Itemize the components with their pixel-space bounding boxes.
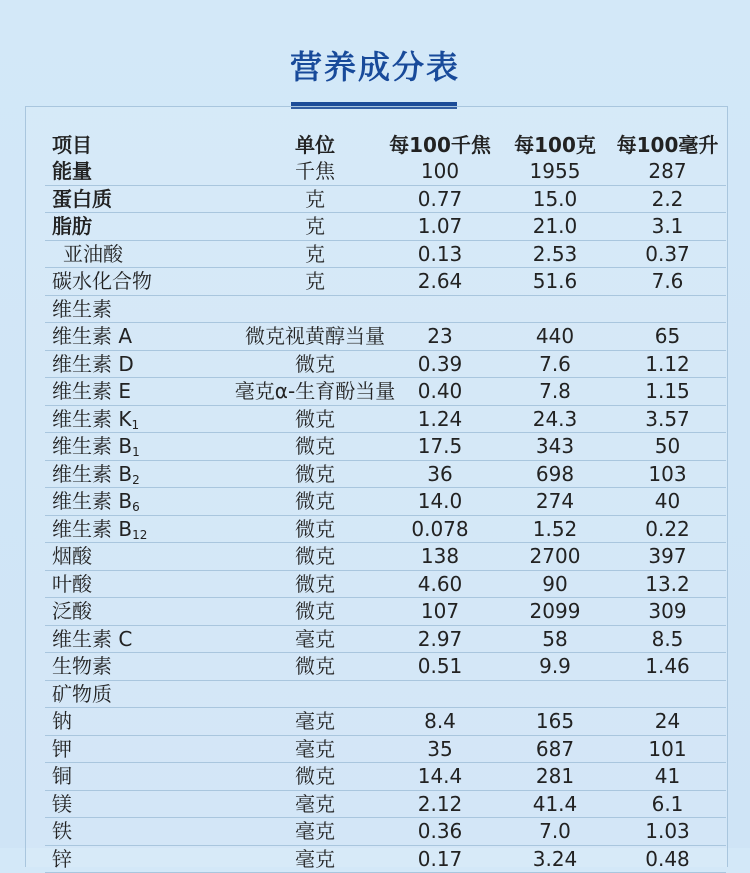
nutrient-name — [52, 736, 72, 762]
table-row — [45, 791, 726, 819]
nutrient-name-text: 锌 — [52, 847, 72, 871]
per-100ml-cell: 40 — [615, 488, 720, 514]
per-100kj-cell: 8.4 — [385, 708, 495, 734]
per-100kj-cell: 2.64 — [385, 268, 495, 294]
table-row — [45, 186, 726, 214]
per-100g-cell: 2099 — [505, 598, 605, 624]
per-100kj-cell: 0.77 — [385, 186, 495, 212]
table-header-row — [45, 130, 726, 158]
nutrient-name-text: 叶酸 — [52, 572, 92, 596]
per-100kj-cell: 36 — [385, 461, 495, 487]
per-100ml-cell: 2.2 — [615, 186, 720, 212]
per-100ml-cell: 41 — [615, 763, 720, 789]
per-100g-cell: 90 — [505, 571, 605, 597]
table-row — [45, 351, 726, 379]
table-row — [45, 763, 726, 791]
unit-cell: 克 — [220, 268, 410, 294]
table-row — [45, 736, 726, 764]
nutrient-name — [52, 323, 132, 349]
unit-cell: 毫克 — [220, 791, 410, 817]
table-row — [45, 681, 726, 709]
per-100kj-cell: 2.97 — [385, 626, 495, 652]
per-100ml-cell: 3.1 — [615, 213, 720, 239]
nutrient-name — [63, 241, 123, 267]
per-100kj-cell: 14.0 — [385, 488, 495, 514]
per-100ml-cell: 0.37 — [615, 241, 720, 267]
nutrient-name-text: 碳水化合物 — [52, 269, 152, 293]
nutrient-subscript: 2 — [132, 473, 140, 487]
unit-cell: 微克 — [220, 543, 410, 569]
nutrient-name-text: 镁 — [52, 792, 72, 816]
per-100kj-cell: 0.17 — [385, 846, 495, 872]
nutrient-name — [52, 708, 72, 734]
nutrient-name-text: 铜 — [52, 764, 72, 788]
table-row — [45, 653, 726, 681]
nutrient-name — [52, 626, 132, 652]
per-100ml-cell: 397 — [615, 543, 720, 569]
nutrient-name-text: 维生素 B — [52, 462, 132, 486]
nutrient-name-text: 维生素 A — [52, 324, 132, 348]
table-row — [45, 323, 726, 351]
nutrient-name-text: 泛酸 — [52, 599, 92, 623]
table-row — [45, 543, 726, 571]
nutrient-name — [52, 598, 92, 624]
nutrient-name-text: 钾 — [52, 737, 72, 761]
per-100ml-cell: 13.2 — [615, 571, 720, 597]
unit-cell: 千焦 — [220, 158, 410, 184]
nutrient-name-text: 维生素 D — [52, 352, 134, 376]
nutrient-name — [52, 268, 152, 294]
per-100g-cell: 2.53 — [505, 241, 605, 267]
per-100ml-cell: 1.03 — [615, 818, 720, 844]
nutrient-name-text: 维生素 E — [52, 379, 131, 403]
per-100kj-cell: 0.51 — [385, 653, 495, 679]
unit-cell: 微克 — [220, 406, 410, 432]
unit-cell: 微克 — [220, 351, 410, 377]
per-100kj-cell: 23 — [385, 323, 495, 349]
unit-cell: 微克 — [220, 571, 410, 597]
nutrient-name — [52, 213, 92, 239]
nutrient-name-text: 维生素 C — [52, 627, 132, 651]
table-body — [45, 158, 726, 873]
nutrient-name — [52, 543, 92, 569]
per-100g-cell: 7.8 — [505, 378, 605, 404]
per-100ml-cell: 287 — [615, 158, 720, 184]
table-row — [45, 488, 726, 516]
nutrient-name-text: 维生素 K — [52, 407, 131, 431]
per-100g-cell: 698 — [505, 461, 605, 487]
per-100g-cell: 58 — [505, 626, 605, 652]
per-100ml-cell: 65 — [615, 323, 720, 349]
unit-cell: 微克 — [220, 433, 410, 459]
per-100ml-cell: 309 — [615, 598, 720, 624]
table-row — [45, 378, 726, 406]
unit-cell: 微克 — [220, 598, 410, 624]
per-100kj-cell: 138 — [385, 543, 495, 569]
table-row — [45, 598, 726, 626]
per-100kj-cell: 2.12 — [385, 791, 495, 817]
nutrient-name-text: 维生素 B — [52, 489, 132, 513]
per-100ml-cell: 3.57 — [615, 406, 720, 432]
nutrient-subscript: 1 — [132, 445, 140, 459]
table-row — [45, 158, 726, 186]
unit-cell: 克 — [220, 213, 410, 239]
table-row — [45, 268, 726, 296]
nutrient-name — [52, 846, 72, 872]
per-100ml-cell: 6.1 — [615, 791, 720, 817]
per-100kj-cell: 0.36 — [385, 818, 495, 844]
nutrient-name — [52, 158, 92, 184]
nutrient-name-text: 矿物质 — [52, 682, 112, 706]
table-row — [45, 626, 726, 654]
nutrient-name-text: 生物素 — [52, 654, 112, 678]
per-100kj-cell: 0.078 — [385, 516, 495, 542]
table-row — [45, 433, 726, 461]
per-100g-cell: 41.4 — [505, 791, 605, 817]
per-100kj-cell: 0.13 — [385, 241, 495, 267]
table-row — [45, 296, 726, 324]
page-title: 营养成分表 — [0, 42, 750, 88]
header-per-100kj: 每100千焦 — [385, 130, 495, 160]
per-100ml-cell: 0.48 — [615, 846, 720, 872]
header-unit: 单位 — [220, 130, 410, 160]
unit-cell: 毫克 — [220, 708, 410, 734]
per-100g-cell: 274 — [505, 488, 605, 514]
nutrient-name-text: 维生素 B — [52, 517, 132, 541]
nutrient-name — [52, 791, 72, 817]
per-100ml-cell: 0.22 — [615, 516, 720, 542]
per-100kj-cell: 35 — [385, 736, 495, 762]
per-100g-cell: 440 — [505, 323, 605, 349]
per-100g-cell: 165 — [505, 708, 605, 734]
table-row — [45, 241, 726, 269]
table-row — [45, 818, 726, 846]
nutrient-name-text: 铁 — [52, 819, 72, 843]
table-row — [45, 846, 726, 873]
nutrition-table — [45, 130, 726, 873]
per-100g-cell: 687 — [505, 736, 605, 762]
per-100g-cell: 21.0 — [505, 213, 605, 239]
per-100g-cell: 281 — [505, 763, 605, 789]
unit-cell: 微克 — [220, 763, 410, 789]
per-100kj-cell: 0.40 — [385, 378, 495, 404]
unit-cell: 微克 — [220, 653, 410, 679]
header-per-100ml: 每100毫升 — [615, 130, 720, 160]
table-row — [45, 708, 726, 736]
nutrient-subscript: 1 — [131, 418, 139, 432]
nutrient-name-text: 烟酸 — [52, 544, 92, 568]
nutrient-name — [52, 571, 92, 597]
per-100ml-cell: 8.5 — [615, 626, 720, 652]
per-100ml-cell: 101 — [615, 736, 720, 762]
unit-cell: 克 — [220, 186, 410, 212]
header-item: 项目 — [52, 130, 92, 160]
table-row — [45, 406, 726, 434]
nutrient-name — [52, 653, 112, 679]
per-100g-cell: 7.6 — [505, 351, 605, 377]
nutrient-name-text: 维生素 — [52, 297, 112, 321]
per-100g-cell: 7.0 — [505, 818, 605, 844]
per-100g-cell: 24.3 — [505, 406, 605, 432]
per-100kj-cell: 107 — [385, 598, 495, 624]
nutrient-name-text: 能量 — [52, 159, 92, 183]
unit-cell: 毫克 — [220, 626, 410, 652]
per-100ml-cell: 24 — [615, 708, 720, 734]
nutrient-name — [52, 818, 72, 844]
table-row — [45, 461, 726, 489]
nutrient-name-text: 亚油酸 — [63, 242, 123, 266]
nutrient-name — [52, 378, 131, 404]
nutrient-name — [52, 186, 112, 212]
nutrient-name-text: 维生素 B — [52, 434, 132, 458]
per-100ml-cell: 1.46 — [615, 653, 720, 679]
nutrient-name-text: 脂肪 — [52, 214, 92, 238]
per-100ml-cell: 1.12 — [615, 351, 720, 377]
unit-cell: 克 — [220, 241, 410, 267]
nutrient-name-text: 蛋白质 — [52, 187, 112, 211]
per-100kj-cell: 17.5 — [385, 433, 495, 459]
per-100kj-cell: 1.07 — [385, 213, 495, 239]
unit-cell: 毫克α-生育酚当量 — [220, 378, 410, 404]
per-100g-cell: 15.0 — [505, 186, 605, 212]
per-100g-cell: 9.9 — [505, 653, 605, 679]
nutrient-name — [52, 351, 134, 377]
table-row — [45, 571, 726, 599]
header-per-100g: 每100克 — [505, 130, 605, 160]
per-100ml-cell: 103 — [615, 461, 720, 487]
unit-cell: 微克 — [220, 488, 410, 514]
nutrient-subscript: 6 — [132, 500, 140, 514]
per-100kj-cell: 1.24 — [385, 406, 495, 432]
unit-cell: 微克 — [220, 516, 410, 542]
per-100g-cell: 3.24 — [505, 846, 605, 872]
nutrient-name — [52, 296, 112, 322]
per-100g-cell: 2700 — [505, 543, 605, 569]
per-100kj-cell: 4.60 — [385, 571, 495, 597]
per-100g-cell: 51.6 — [505, 268, 605, 294]
per-100kj-cell: 0.39 — [385, 351, 495, 377]
table-row — [45, 213, 726, 241]
unit-cell: 微克 — [220, 461, 410, 487]
unit-cell: 毫克 — [220, 818, 410, 844]
per-100ml-cell: 1.15 — [615, 378, 720, 404]
nutrient-name — [52, 763, 72, 789]
per-100kj-cell: 14.4 — [385, 763, 495, 789]
unit-cell: 微克视黄醇当量 — [220, 323, 410, 349]
per-100kj-cell: 100 — [385, 158, 495, 184]
table-row — [45, 516, 726, 544]
unit-cell: 毫克 — [220, 736, 410, 762]
per-100ml-cell: 50 — [615, 433, 720, 459]
nutrient-name — [52, 681, 112, 707]
nutrient-name-text: 钠 — [52, 709, 72, 733]
unit-cell: 毫克 — [220, 846, 410, 872]
nutrient-subscript: 12 — [132, 528, 147, 542]
per-100g-cell: 1.52 — [505, 516, 605, 542]
per-100ml-cell: 7.6 — [615, 268, 720, 294]
per-100g-cell: 1955 — [505, 158, 605, 184]
per-100g-cell: 343 — [505, 433, 605, 459]
